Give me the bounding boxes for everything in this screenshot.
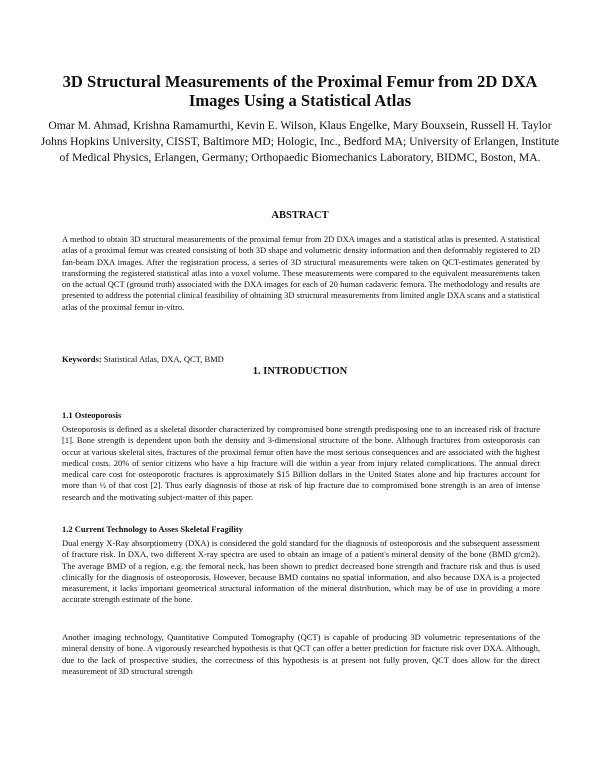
paragraph: Dual energy X-Ray absorptiometry (DXA) is considered the gold standard for the diagnosis of osteoporosis and the subsequent assessment of fracture risk. In DXA, two different X-ray spectra are used to obtain an image of a patient's mineral density of the bone (BMD g/cm2). The average BMD of a region, e.g. the femoral neck, has been shown to predict decreased bone strength and fracture risk and thus is used clinically for the diagnosis of osteoporosis. However, because BMD contains no spatial information, and also because DXA is a projected measurement, it lacks important geometrical structural information of the mineral distribution, which may be of use in providing a more accurate strength estimate of the bone. (62, 538, 540, 605)
keywords-value: Statistical Atlas, DXA, QCT, BMD (103, 354, 224, 364)
keywords-line (62, 354, 540, 364)
subsection-heading: 1.1 Osteoporosis (62, 410, 122, 420)
abstract-text: A method to obtain 3D structural measurements of the proximal femur from 2D DXA images and a statistical atlas is presented. A statistical atlas of a proximal femur was created consisting of both 3D shape and volumetric density information and then deformably registered to 2D fan-beam DXA images. After the registration process, a series of 3D structural measurements were taken on QCT-estimates generated by transforming the registered statistical atlas into a voxel volume. These measurements were compared to the equivalent measurements taken on the actual QCT (ground truth) associated with the DXA images for each of 20 human cadaveric femora. The methodology and results are presented to address the potential clinical feasibility of obtaining 3D structural measurements from limited angle DXA scans and a statistical atlas of the proximal femur in-vitro. (62, 234, 540, 312)
abstract-heading: ABSTRACT (271, 210, 329, 221)
author-affiliations: Johns Hopkins University, CISST, Baltimore MD; Hologic, Inc., Bedford MA; University of Erlangen, Institute of Medical Physics, Erlangen, Germany; Orthopaedic Biomechanics Laboratory, BIDMC, Boston, MA. (40, 135, 560, 164)
paragraph: Another imaging technology, Quantitative Computed Tomography (QCT) is capable of producing 3D volumetric representations of the mineral density of bone. A vigorously researched hypothesis is that QCT can offer a better prediction for fracture risk over DXA. Although, due to the lack of prospective studies, the correctness of this hypothesis is at present not fully proven, QCT does allow for the direct measurement of 3D structural strength (62, 632, 540, 676)
author-block (40, 118, 560, 166)
paragraph: Osteoporosis is defined as a skeletal disorder characterized by compromised bone strength predisposing one to an increased risk of fracture [1]. Bone strength is dependent upon both the density and 3-dimensional structure of the bone. Although fractures from osteoporosis can occur at various skeletal sites, fractures of the proximal femur often have the most serious consequences and are associated with the highest medical costs. 20% of senior citizens who have a hip fracture will die within a year from injury related complications. The annual direct medical care cost for osteoporotic fractures is approximately $15 Billion dollars in the United States alone and hip fractures account for more than ½ of that cost [2]. Thus early diagnosis of those at risk of hip fracture due to compromised bone strength is an area of intense research and the motivating subject-matter of this paper. (62, 424, 540, 502)
paper-title: 3D Structural Measurements of the Proximal Femur from 2D DXA Images Using a Statistical Atlas (62, 72, 538, 110)
keywords-label: Keywords: (62, 354, 102, 364)
subsection-heading: 1.2 Current Technology to Asses Skeletal Fragility (62, 524, 243, 534)
section-heading: 1. INTRODUCTION (252, 366, 348, 377)
author-names: Omar M. Ahmad, Krishna Ramamurthi, Kevin E. Wilson, Klaus Engelke, Mary Bouxsein, Russell H. Taylor (48, 119, 552, 132)
